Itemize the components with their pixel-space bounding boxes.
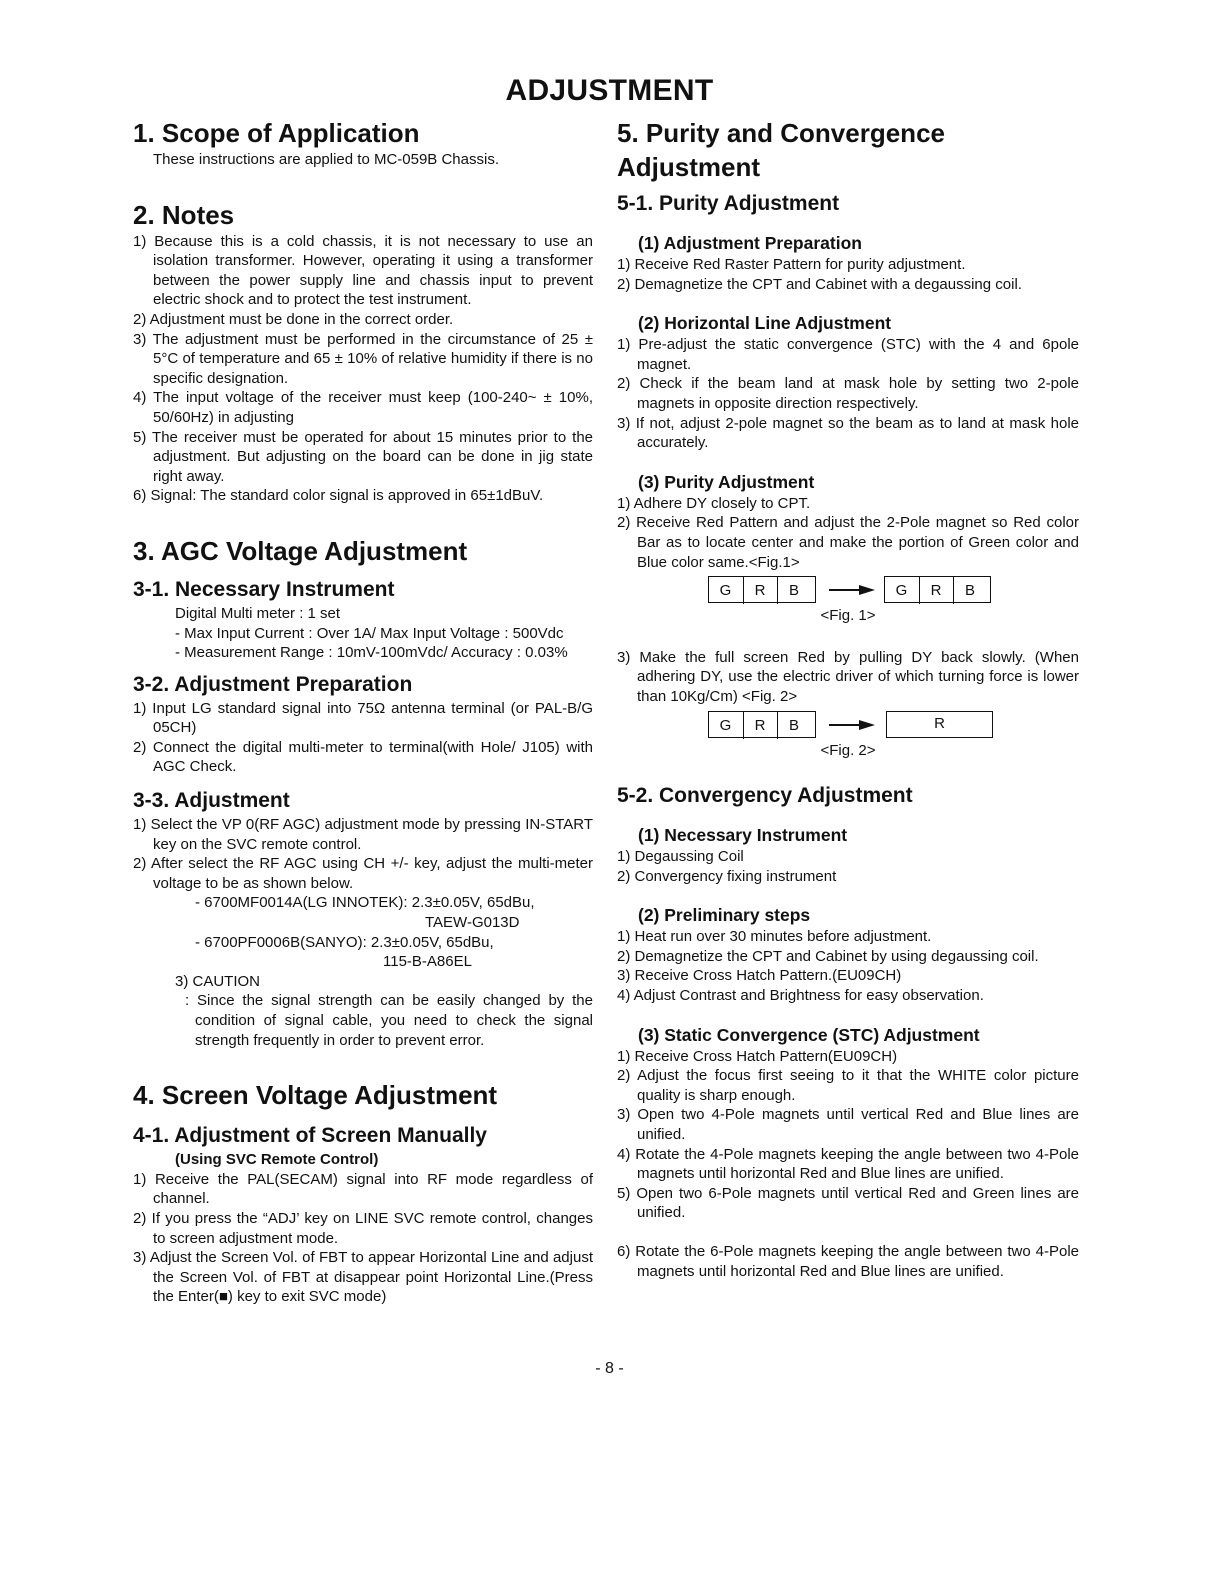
list-item: 1) Receive the PAL(SECAM) signal into RF mode regardless of channel. [133, 1170, 593, 1208]
arrow-right-icon [829, 584, 877, 596]
spec-line: - 6700PF0006B(SANYO): 2.3±0.05V, 65dBu, [195, 933, 494, 951]
instrument-line: Digital Multi meter : 1 set [175, 604, 341, 622]
list-item: 2) Demagnetize the CPT and Cabinet by using degaussing coil. [617, 947, 1039, 965]
fig2-left-box [708, 711, 816, 738]
fig1-caption-text: <Fig. 1> [820, 607, 876, 625]
list-item: 2) Connect the digital multi-meter to terminal(with Hole/ J105) with AGC Check. [133, 738, 593, 776]
preparation-list [133, 699, 593, 777]
section-4-heading: 4. Screen Voltage Adjustment [133, 1080, 498, 1111]
list-item: 2) Check if the beam land at mask hole by setting two 2-pole magnets in opposite direction respectively. [617, 375, 1079, 412]
page-title: ADJUSTMENT [505, 74, 714, 107]
notes-list [133, 232, 593, 506]
static-convergence-step-6 [617, 1242, 1079, 1281]
list-item: 4) The input voltage of the receiver must keep (100-240~ ± 10%, 50/60Hz) in adjusting [133, 389, 593, 426]
instrument-line: - Measurement Range : 10mV-100mVdc/ Accuracy : 0.03% [175, 644, 568, 662]
fig1-cell-b: B [777, 577, 810, 604]
fig2-cell-b: B [777, 712, 810, 739]
list-item: 1) Degaussing Coil [617, 848, 744, 866]
spec-line: TAEW-G013D [425, 914, 520, 932]
list-item: 2) Convergency fixing instrument [617, 867, 837, 885]
purity-steps [617, 494, 1079, 572]
purity-adjustment-heading: (3) Purity Adjustment [638, 471, 815, 492]
purity-step-3 [617, 648, 1079, 707]
section-3-1-heading: 3-1. Necessary Instrument [133, 577, 395, 601]
preparation-steps [617, 255, 1079, 294]
arrow-right-icon [829, 719, 877, 731]
list-item: 3) Adjust the Screen Vol. of FBT to appear Horizontal Line and adjust the Screen Vol. of FBT at disappear point Horizontal Line.(Press the Enter(■) key to exit SVC mode) [133, 1249, 593, 1306]
fig1-cell-g: G [719, 582, 732, 600]
fig2-right-box: R [886, 711, 993, 738]
list-item: 1) Adhere DY closely to CPT. [617, 494, 811, 512]
list-item: 1) Pre-adjust the static convergence (STC) with the 4 and 6pole magnet. [617, 336, 1079, 373]
necessary-instrument-heading: (1) Necessary Instrument [638, 825, 848, 846]
fig1-right-box [884, 576, 991, 603]
horizontal-line-heading: (2) Horizontal Line Adjustment [638, 313, 892, 334]
fig1-cell-g: G [895, 582, 908, 600]
section-5-2-heading: 5-2. Convergency Adjustment [617, 784, 913, 808]
adjustment-list [133, 815, 593, 893]
static-convergence-heading: (3) Static Convergence (STC) Adjustment [638, 1024, 980, 1045]
list-item: 1) Select the VP 0(RF AGC) adjustment mode by pressing IN-START key on the SVC remote control. [133, 816, 593, 853]
list-item: 1) Input LG standard signal into 75Ω antenna terminal (or PAL-B/G 05CH) [133, 699, 593, 737]
list-item: 2) Demagnetize the CPT and Cabinet with a degaussing coil. [617, 275, 1022, 293]
caution-label: 3) CAUTION [175, 972, 261, 990]
section-1-heading: 1. Scope of Application [133, 118, 420, 148]
spec-line: 115-B-A86EL [383, 953, 472, 971]
list-item: 3) Receive Cross Hatch Pattern.(EU09CH) [617, 967, 902, 985]
static-convergence-list [617, 1047, 1079, 1223]
list-item: 5) The receiver must be operated for about 15 minutes prior to the adjustment. But adjusting on the board can be done in jig state right away. [133, 428, 593, 485]
figure-1 [617, 576, 1079, 606]
screen-adjust-list [133, 1170, 593, 1307]
fig2-caption: <Fig. 2> [820, 741, 876, 759]
list-item: 2) If you press the “ADJ’ key on LINE SVC remote control, changes to screen adjustment mode. [133, 1209, 593, 1247]
section-5-1-heading: 5-1. Purity Adjustment [617, 192, 840, 215]
fig2-cell-r: R [743, 712, 776, 739]
list-item: 2) After select the RF AGC using CH +/- key, adjust the multi-meter voltage to be as shown below. [133, 855, 593, 892]
list-item: 1) Because this is a cold chassis, it is not necessary to use an isolation transformer. However, operating it using a transformer between the power supply line and chassis input to prevent electric shock and to protect the test instrument. [133, 232, 593, 309]
fig2-cell-g: G [719, 716, 732, 734]
page-number: - 8 - [595, 1360, 624, 1377]
list-item: 3) Make the full screen Red by pulling DY back slowly. (When adhering DY, use the electric driver of which turning force is lower than 10Kg/Cm) <Fig. 2> [617, 648, 1079, 705]
section-3-heading: 3. AGC Voltage Adjustment [133, 535, 468, 566]
list-item: 3) The adjustment must be performed in the circumstance of 25 ± 5°C of temperature and 65 ± 10% of relative humidity if there is no specific designation. [133, 330, 593, 387]
caution-text: : Since the signal strength can be easily changed by the condition of signal cable, you need to check the signal strength frequently in order to prevent error. [185, 992, 593, 1049]
list-item: 6) Signal: The standard color signal is approved in 65±1dBuV. [133, 487, 544, 505]
list-item: 3) Open two 4-Pole magnets until vertical Red and Blue lines are unified. [617, 1106, 1079, 1144]
list-item: 6) Rotate the 6-Pole magnets keeping the angle between two 4-Pole magnets until horizontal Red and Blue lines are unified. [617, 1243, 1079, 1280]
list-item: 1) Heat run over 30 minutes before adjustment. [617, 928, 932, 946]
section-4-1-subheading: (Using SVC Remote Control) [175, 1151, 379, 1169]
section-4-1-heading: 4-1. Adjustment of Screen Manually [133, 1124, 487, 1148]
section-1-text: These instructions are applied to MC-059B Chassis. [153, 151, 499, 168]
list-item: 2) Receive Red Pattern and adjust the 2-Pole magnet so Red color Bar as to locate center and make the portion of Green color and Blue color same.<Fig.1> [617, 514, 1079, 571]
figure-2 [617, 711, 1079, 741]
list-item: 1) Receive Red Raster Pattern for purity adjustment. [617, 256, 966, 273]
list-item: 3) If not, adjust 2-pole magnet so the beam as to land at mask hole accurately. [617, 414, 1079, 452]
fig1-cell-r: R [919, 577, 952, 604]
list-item: 2) Adjust the focus first seeing to it that the WHITE color picture quality is sharp enough. [617, 1067, 1079, 1104]
preliminary-steps-heading: (2) Preliminary steps [638, 905, 811, 926]
right-column [617, 116, 1079, 1281]
instrument-list [617, 847, 1079, 886]
adjustment-preparation-heading: (1) Adjustment Preparation [638, 233, 862, 253]
section-5-heading: 5. Purity and Convergence Adjustment [617, 118, 945, 182]
section-2-heading: 2. Notes [133, 199, 235, 230]
fig1-caption [617, 606, 1079, 626]
list-item: 4) Adjust Contrast and Brightness for easy observation. [617, 987, 984, 1005]
fig1-cell-b: B [953, 577, 986, 604]
section-3-3-heading: 3-3. Adjustment [133, 789, 290, 813]
list-item: 4) Rotate the 4-Pole magnets keeping the angle between two 4-Pole magnets until horizontal Red and Blue lines are unified. [617, 1145, 1079, 1183]
preliminary-steps-list [617, 927, 1079, 1005]
left-column [133, 116, 593, 1307]
list-item: 5) Open two 6-Pole magnets until vertical Red and Green lines are unified. [617, 1184, 1079, 1222]
list-item: 2) Adjustment must be done in the correct order. [133, 310, 454, 328]
horizontal-line-steps [617, 335, 1079, 453]
fig1-cell-r: R [743, 577, 776, 604]
instrument-line: - Max Input Current : Over 1A/ Max Input Voltage : 500Vdc [175, 624, 564, 642]
section-3-2-heading: 3-2. Adjustment Preparation [133, 672, 413, 696]
list-item: 1) Receive Cross Hatch Pattern(EU09CH) [617, 1047, 898, 1065]
spec-line: - 6700MF0014A(LG INNOTEK): 2.3±0.05V, 65dBu, [195, 894, 535, 912]
fig1-left-box [708, 576, 816, 603]
